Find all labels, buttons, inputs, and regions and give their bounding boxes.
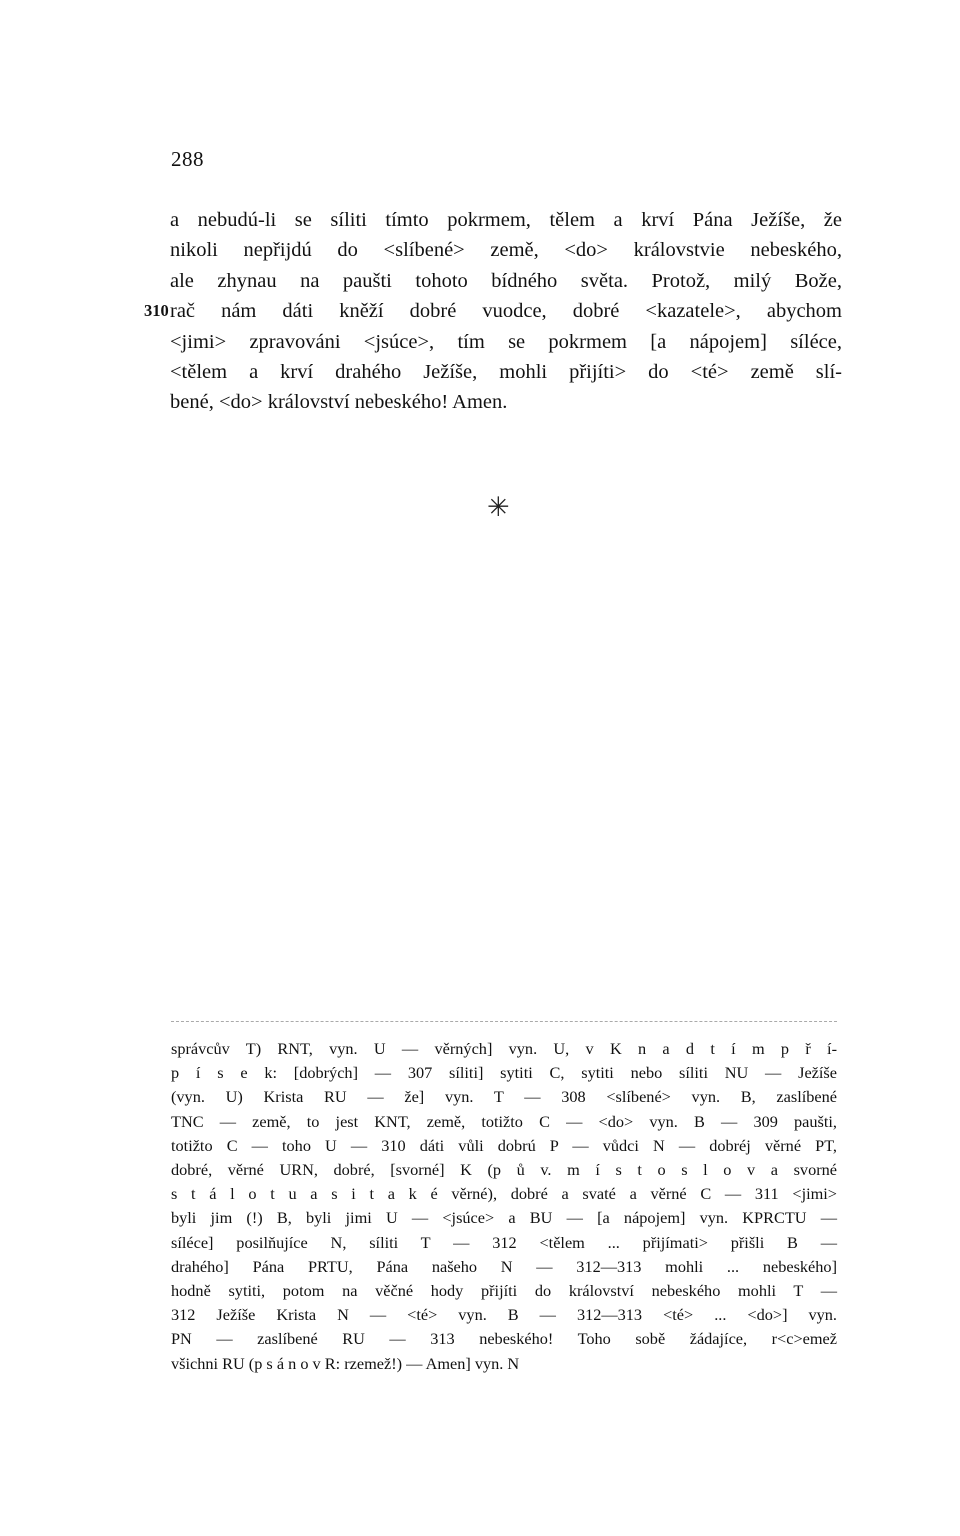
text-line: a nebudú-li se síliti tímto pokrmem, tělem a krví Pána Ježíše, že xyxy=(170,209,842,231)
apparatus-line: dobré, věrné URN, dobré, [svorné] K (p ů v. m í s t o s l o v a svorné xyxy=(171,1160,837,1180)
apparatus-line: síléce] posilňujíce N, síliti T — 312 <tělem ... přijímati> přišli B — xyxy=(171,1232,837,1252)
text-line-310 xyxy=(144,296,842,326)
footnote-rule xyxy=(171,1021,837,1022)
apparatus-line: PN — zaslíbené RU — 313 nebeského! Toho sobě žádajíce, r<c>emež xyxy=(171,1329,837,1349)
apparatus-line: všichni RU (p s á n o v R: rzemež!) — Amen] vyn. N xyxy=(171,1353,520,1373)
apparatus-line: správcův T) RNT, vyn. U — věrných] vyn. U, v K n a d t í m p ř í- xyxy=(171,1039,837,1058)
apparatus-line: hodně sytiti, potom na věčné hody přijíti do království nebeského mohli T — xyxy=(171,1281,837,1301)
line-number: 310 xyxy=(144,301,169,321)
apparatus-line: byli jim (!) B, byli jimi U — <jsúce> a BU — [a nápojem] vyn. KPRCTU — xyxy=(171,1208,837,1228)
main-text xyxy=(144,205,842,418)
critical-apparatus xyxy=(171,1037,837,1376)
apparatus-line: (vyn. U) Krista RU — že] vyn. T — 308 <slíbené> vyn. B, zaslíbené xyxy=(171,1087,837,1107)
apparatus-line: 312 Ježíše Krista N — <té> vyn. B — 312—313 <té> ... <do>] vyn. xyxy=(171,1305,837,1325)
text-line: nikoli nepřijdú do <slíbené> země, <do> královstvie nebeského, xyxy=(170,239,842,262)
text-line: <jimi> zpravováni <jsúce>, tím se pokrmem [a nápojem] síléce, xyxy=(170,330,842,353)
apparatus-line: drahého] Pána PRTU, Pána našeho N — 312—313 mohli ... nebeského] xyxy=(171,1256,837,1276)
text-line: <tělem a krví drahého Ježíše, mohli přijíti> do <té> země slí- xyxy=(170,361,842,384)
apparatus-line: p í s e k: [dobrých] — 307 síliti] sytiti C, sytiti nebo síliti NU — Ježíše xyxy=(171,1063,837,1083)
apparatus-line: s t á l o t u a s i t a k é věrné), dobré a svaté a věrné C — 311 <jimi> xyxy=(171,1184,837,1204)
text-line-content: rač nám dáti kněží dobré vuodce, dobré <kazatele>, abychom xyxy=(170,300,842,323)
page-number: 288 xyxy=(171,147,204,171)
apparatus-line: totižto C — toho U — 310 dáti vůli dobrú P — vůdci N — dobréj věrné PT, xyxy=(171,1135,837,1155)
asterisk-separator-icon: ✳ xyxy=(487,492,510,523)
text-line: bené, <do> království nebeského! Amen. xyxy=(170,391,508,414)
text-line: ale zhynau na paušti tohoto bídného světa. Protož, milý Bože, xyxy=(170,269,842,292)
apparatus-line: TNC — země, to jest KNT, země, totižto C — <do> vyn. B — 309 paušti, xyxy=(171,1111,837,1131)
